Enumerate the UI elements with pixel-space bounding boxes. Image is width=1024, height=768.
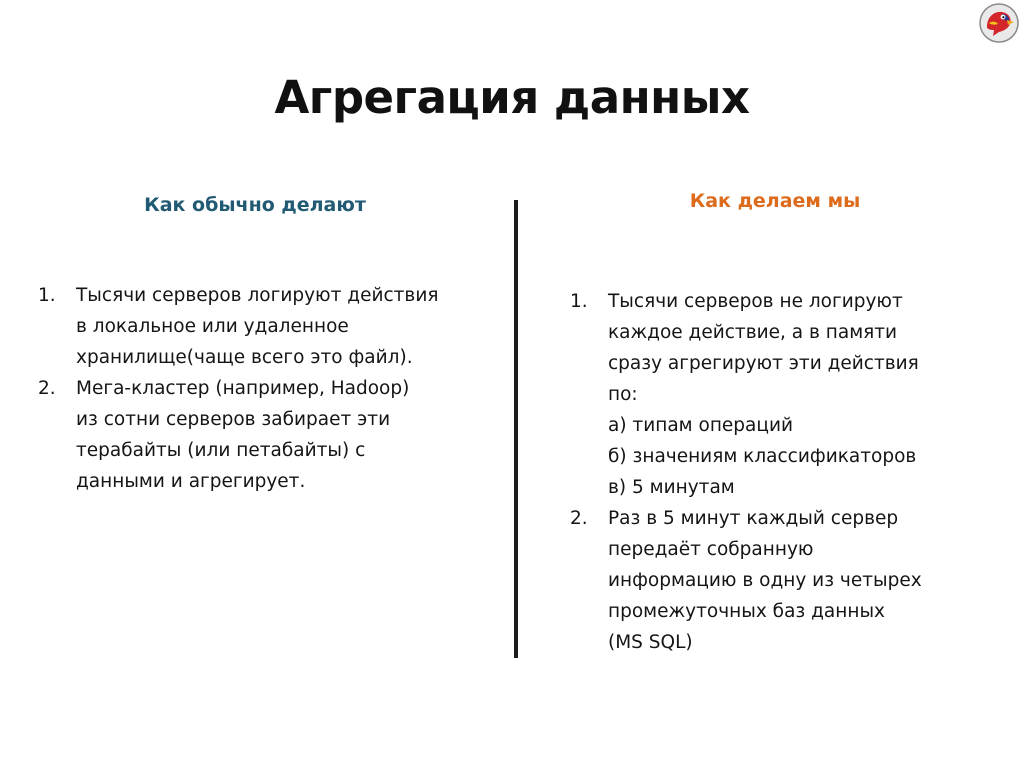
- list-item: [38, 373, 488, 497]
- parrot-logo-icon: [978, 2, 1020, 44]
- left-column-list: [38, 280, 488, 497]
- list-item-number: 2.: [38, 378, 56, 399]
- right-column-list: [570, 286, 990, 658]
- list-item-number: 2.: [570, 508, 588, 529]
- list-item: [570, 286, 990, 503]
- list-item: [570, 503, 990, 658]
- right-column-heading: Как делаем мы: [689, 190, 861, 212]
- slide-title: Агрегация данных: [274, 71, 750, 124]
- list-item-text: Раз в 5 минут каждый сервер передаёт собранную информацию в одну из четырех промежуточных баз данных (MS SQL): [608, 508, 922, 653]
- left-column-heading: Как обычно делают: [144, 194, 366, 216]
- list-item-text: Тысячи серверов логируют действия в локальное или удаленное хранилище(чаще всего это файл).: [76, 285, 439, 368]
- list-item: [38, 280, 488, 373]
- list-item-number: 1.: [570, 291, 588, 312]
- list-item-number: 1.: [38, 285, 56, 306]
- column-divider: [514, 200, 518, 658]
- list-item-text: Мега-кластер (например, Hadoop) из сотни серверов забирает эти терабайты (или петабайты) с данными и агрегирует.: [76, 378, 410, 492]
- list-item-text: Тысячи серверов не логируют каждое действие, а в памяти сразу агрегируют эти действия по: а) типам операций б) значениям классификаторов в) 5 минутам: [608, 291, 919, 498]
